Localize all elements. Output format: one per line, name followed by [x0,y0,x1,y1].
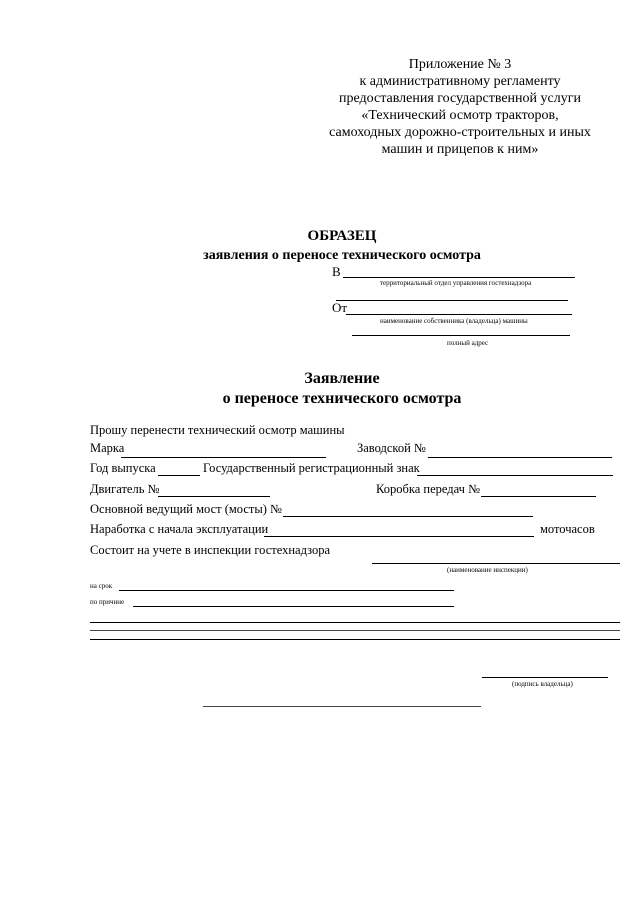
sample-subtitle: заявления о переносе технического осмотра [203,248,481,263]
appendix-header [300,56,620,158]
axle-label: Основной ведущий мост (мосты) № [90,502,282,516]
engine-label: Двигатель № [90,482,160,496]
inspection-caption: (наименование инспекции) [447,566,528,574]
serial-label: Заводской № [357,441,426,455]
gearbox-field[interactable] [481,496,596,497]
appendix-line: Приложение № 3 [408,57,512,72]
reason-field-line3[interactable] [90,630,620,631]
to-field[interactable] [343,277,575,278]
signature-caption: (подпись владельца) [512,680,573,688]
reg-sign-label: Государственный регистрационный знак [203,461,420,475]
application-title: Заявление [304,370,380,387]
appendix-line: «Технический осмотр тракторов, [361,108,559,123]
application-subtitle: о переносе технического осмотра [222,390,462,407]
address-caption: полный адрес [447,339,489,347]
brand-label: Марка [90,441,125,455]
hours-suffix: моточасов [540,522,595,536]
from-prefix: От [332,300,348,315]
appendix-line: машин и прицепов к ним» [381,142,539,157]
appendix-line: к административному регламенту [359,74,561,89]
term-label: на срок [90,582,113,590]
reason-field-line4[interactable] [90,639,620,640]
appendix-line: самоходных дорожно-строительных и иных [329,125,591,140]
year-label: Год выпуска [90,461,156,475]
address-field[interactable] [352,335,570,336]
reg-sign-field[interactable] [417,475,613,476]
hours-label: Наработка с начала эксплуатации [90,522,269,536]
reason-field-line2[interactable] [90,622,620,623]
year-field[interactable] [158,475,200,476]
reason-label: по причине [90,598,125,606]
brand-field[interactable] [121,457,326,458]
appendix-line: предоставления государственной услуги [339,91,581,106]
hours-field[interactable] [264,536,534,537]
engine-field[interactable] [158,496,270,497]
registered-label: Состоит на учете в инспекции гостехнадзора [90,543,330,557]
inspection-field[interactable] [372,563,620,564]
date-field[interactable] [203,706,481,707]
to-field-line2[interactable] [336,300,568,301]
sample-title: ОБРАЗЕЦ [307,228,377,244]
signature-field[interactable] [482,677,608,678]
term-field[interactable] [119,590,454,591]
reason-field[interactable] [133,606,454,607]
form-intro: Прошу перенести технический осмотр машины [90,423,345,437]
gearbox-label: Коробка передач № [376,482,480,496]
serial-field[interactable] [428,457,612,458]
axle-field[interactable] [283,516,533,517]
from-caption: наименование собственника (владельца) машины [380,317,528,325]
to-prefix: В [332,264,341,279]
from-field[interactable] [346,314,572,315]
to-caption: территориальный отдел управления гостехнадзора [380,279,532,287]
